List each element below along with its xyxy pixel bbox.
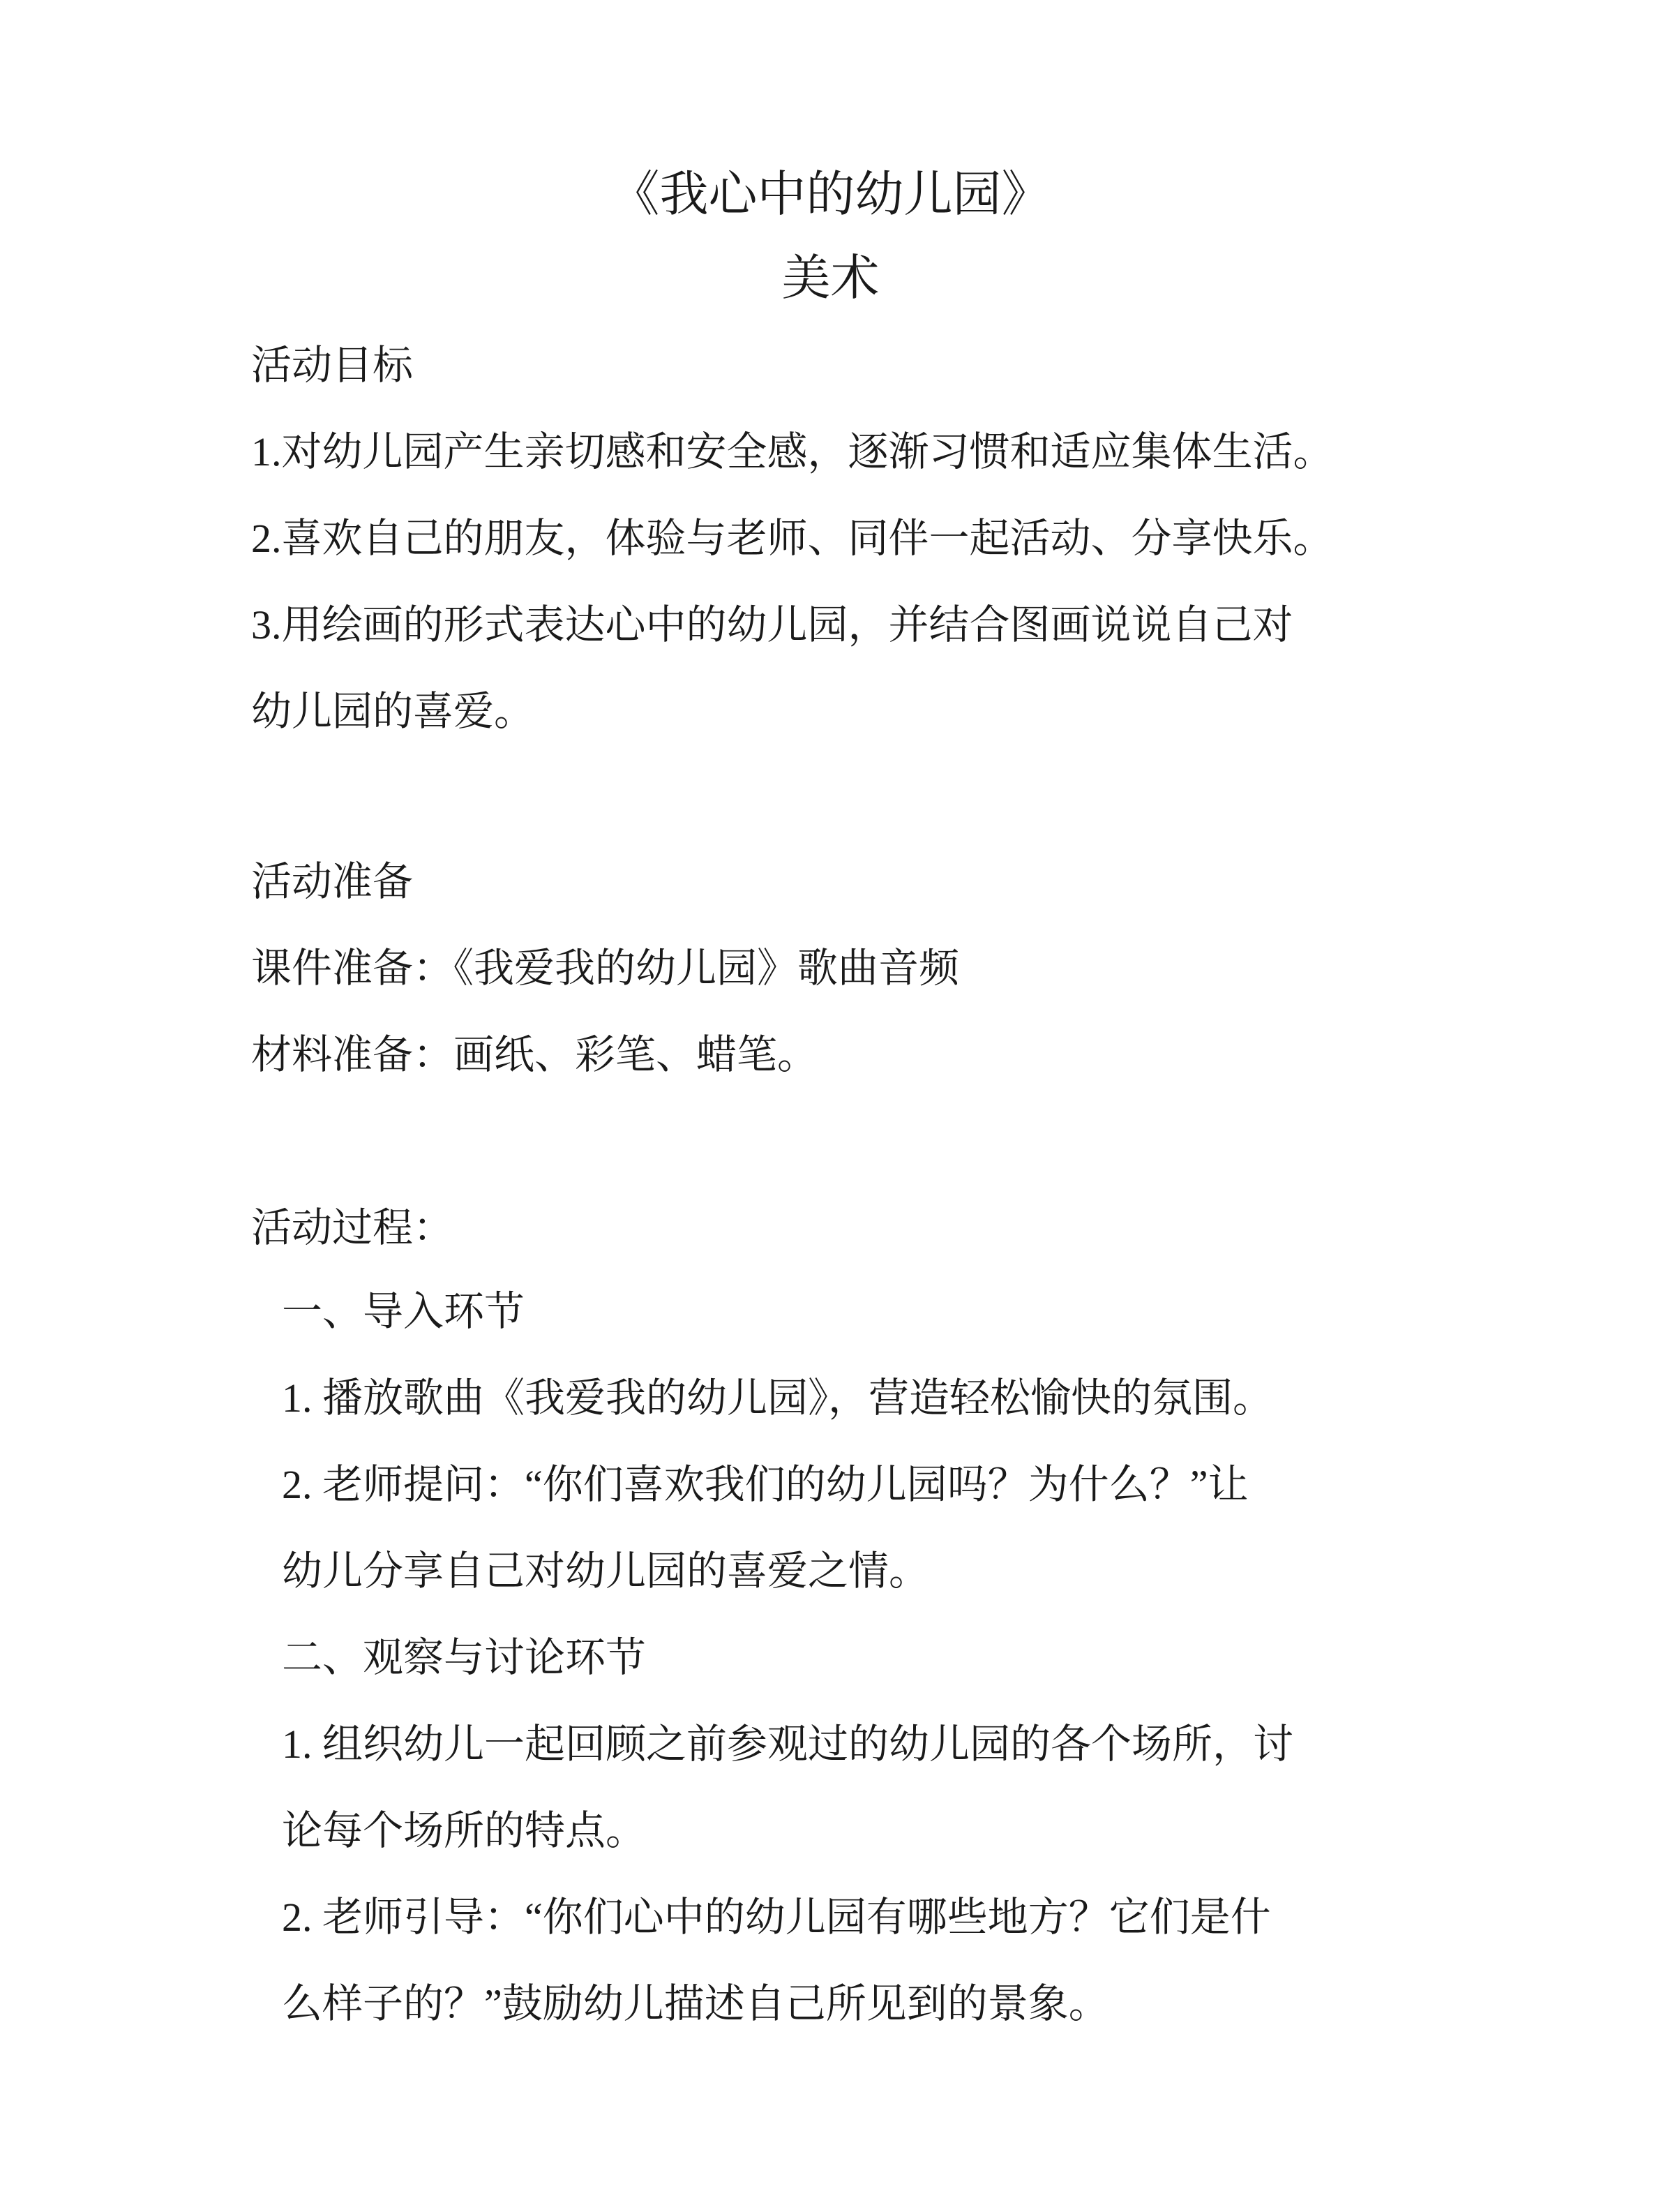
goal-line: 2.喜欢自己的朋友，体验与老师、同伴一起活动、分享快乐。 bbox=[251, 516, 1334, 561]
process-line: 幼儿分享自己对幼儿园的喜爱之情。 bbox=[282, 1548, 930, 1594]
process-line: 2. 老师提问：“你们喜欢我们的幼儿园吗？为什么？”让 bbox=[282, 1462, 1249, 1507]
prep-line: 课件准备：《我爱我的幼儿园》歌曲音频 bbox=[251, 946, 960, 991]
process-heading: 活动过程： bbox=[251, 1205, 454, 1250]
document-subject: 美术 bbox=[781, 252, 880, 306]
prep-line: 材料准备：画纸、彩笔、蜡笔。 bbox=[251, 1032, 818, 1077]
process-line: 2. 老师引导：“你们心中的幼儿园有哪些地方？它们是什 bbox=[282, 1895, 1271, 1940]
process-line: 么样子的？”鼓励幼儿描述自己所见到的景象。 bbox=[282, 1981, 1109, 2026]
goal-line: 3.用绘画的形式表达心中的幼儿园，并结合图画说说自己对 bbox=[251, 602, 1293, 648]
process-line: 二、观察与讨论环节 bbox=[282, 1635, 647, 1680]
prep-heading: 活动准备 bbox=[251, 859, 414, 904]
process-line: 论每个场所的特点。 bbox=[282, 1808, 647, 1853]
document-title: 《我心中的幼儿园》 bbox=[610, 168, 1051, 222]
goal-line: 幼儿园的喜爱。 bbox=[251, 689, 535, 734]
process-line: 一、导入环节 bbox=[282, 1289, 525, 1334]
goals-heading: 活动目标 bbox=[251, 343, 414, 388]
goal-line: 1.对幼儿园产生亲切感和安全感，逐渐习惯和适应集体生活。 bbox=[251, 429, 1334, 474]
process-line: 1. 组织幼儿一起回顾之前参观过的幼儿园的各个场所，讨 bbox=[282, 1721, 1294, 1767]
process-line: 1. 播放歌曲《我爱我的幼儿园》，营造轻松愉快的氛围。 bbox=[282, 1375, 1274, 1421]
